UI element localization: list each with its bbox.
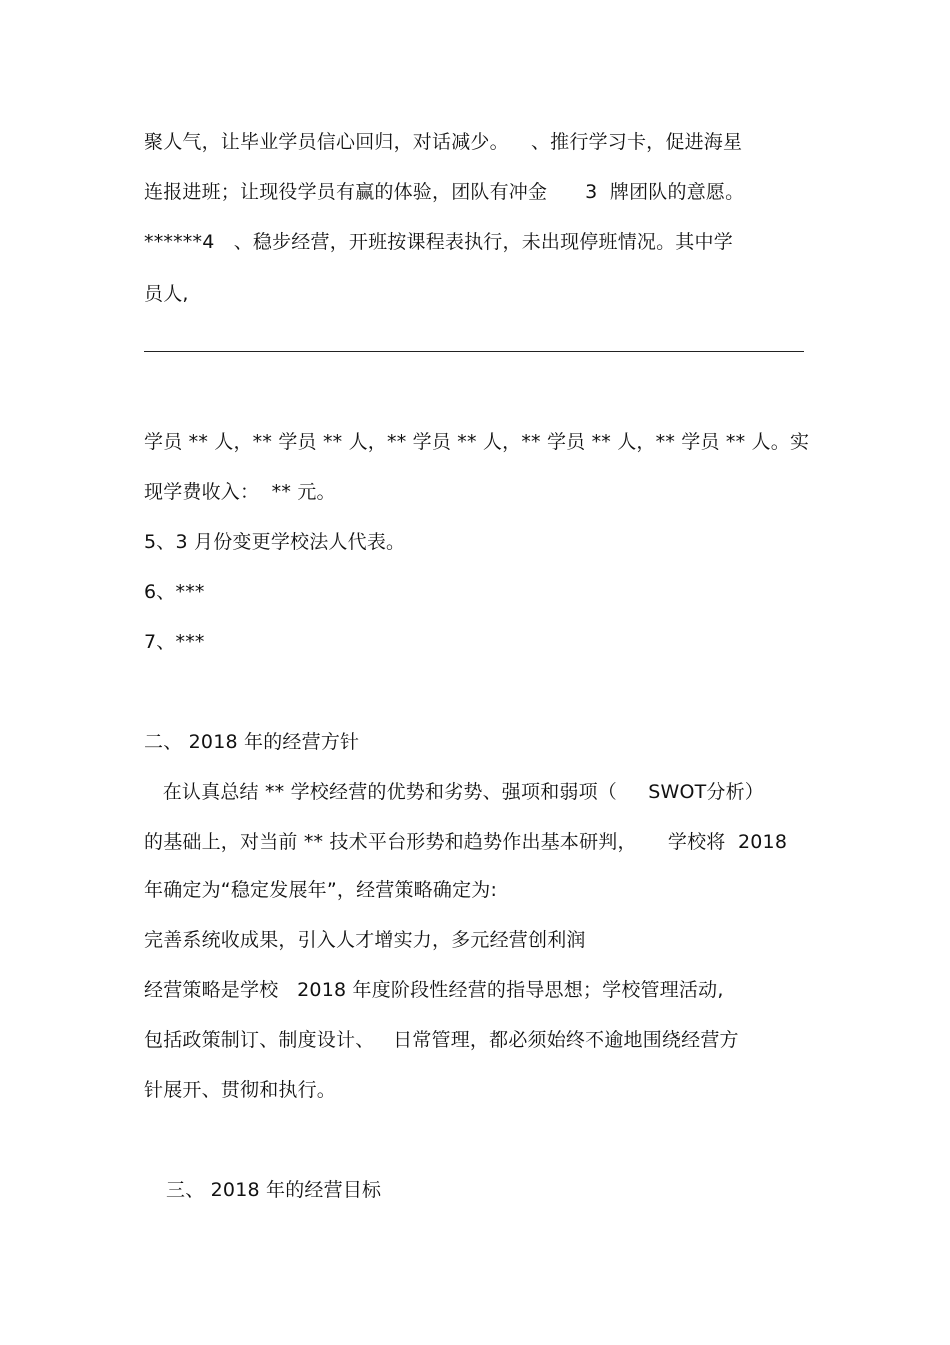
page-break-rule bbox=[144, 351, 804, 352]
text-line: 聚人气，让毕业学员信心回归，对话减少。 、推行学习卡，促进海星 bbox=[144, 131, 743, 153]
text-line: 员人, bbox=[144, 283, 189, 305]
list-item: 7、*** bbox=[144, 631, 205, 653]
text-line: 连报进班；让现役学员有赢的体验，团队有冲金 3 牌团队的意愿。 bbox=[144, 181, 745, 203]
list-item: 6、*** bbox=[144, 581, 205, 603]
text-line: 包括政策制订、制度设计、 日常管理，都必须始终不逾地围绕经营方 bbox=[144, 1029, 739, 1051]
section-heading: 二、 2018 年的经营方针 bbox=[144, 731, 360, 753]
text-line: ******4 、稳步经营，开班按课程表执行，未出现停班情况。其中学 bbox=[144, 231, 733, 253]
section-heading: 三、 2018 年的经营目标 bbox=[166, 1179, 382, 1201]
text-line: 的基础上，对当前 ** 技术平台形势和趋势作出基本研判， 学校将 2018 bbox=[144, 831, 788, 853]
text-line: 经营策略是学校 2018 年度阶段性经营的指导思想；学校管理活动, bbox=[144, 979, 724, 1001]
list-item: 5、3 月份变更学校法人代表。 bbox=[144, 531, 406, 553]
text-line: 针展开、贯彻和执行。 bbox=[144, 1079, 337, 1101]
slogan-line: 完善系统收成果，引入人才增实力，多元经营创利润 bbox=[144, 929, 586, 951]
text-line: 在认真总结 ** 学校经营的优势和劣势、强项和弱项（ SWOT分析） bbox=[144, 781, 765, 803]
text-line: 学员 ** 人，** 学员 ** 人，** 学员 ** 人，** 学员 ** 人，** 学员 ** 人。实 bbox=[144, 431, 810, 453]
text-line: 现学费收入： ** 元。 bbox=[144, 481, 336, 503]
text-line: 年确定为“稳定发展年”，经营策略确定为: bbox=[144, 879, 498, 901]
